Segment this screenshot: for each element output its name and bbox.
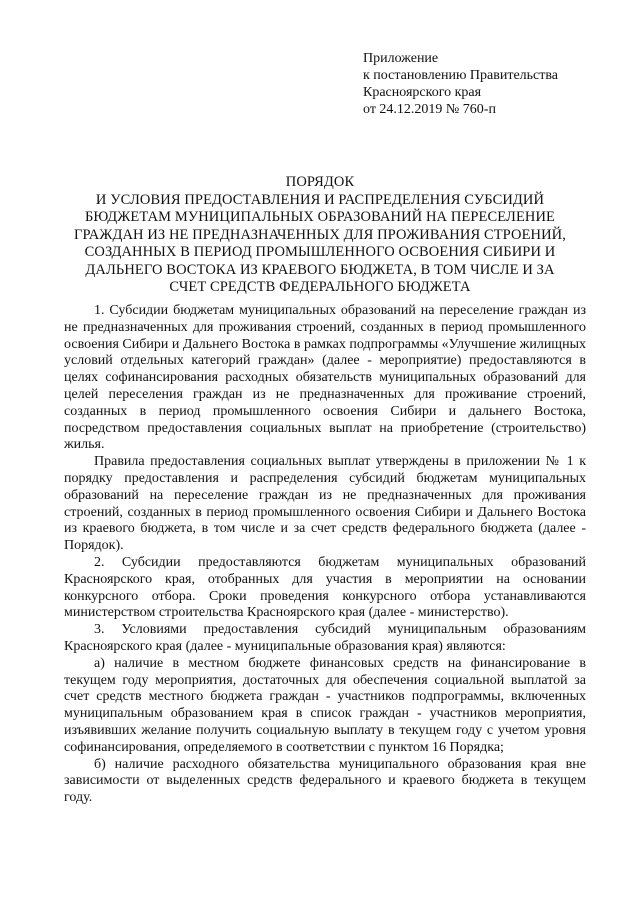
title-line: ГРАЖДАН ИЗ НЕ ПРЕДНАЗНАЧЕННЫХ ДЛЯ ПРОЖИВАНИЯ СТРОЕНИЙ,	[74, 226, 566, 243]
paragraph-4: 3. Условиями предоставления субсидий муниципальным образованиям Красноярского края (далее - муниципальные образования края) являются:	[64, 622, 586, 654]
subitem-b: б) наличие расходного обязательства муниципального образования края вне зависимости от выделенных средств федерального и краевого бюджета в текущем году.	[64, 756, 586, 806]
paragraph-2: Правила предоставления социальных выплат утверждены в приложении № 1 к порядку предоставления и распределения субсидий бюджетам муниципальных образований на переселение граждан из не предназначенных для проживания строений, созданных в период промышленного освоения Сибири и Дальнего Востока из краевого бюджета, в том числе и за счет средств федерального бюджета (далее - Порядок).	[64, 454, 586, 554]
title-line: СЧЕТ СРЕДСТВ ФЕДЕРАЛЬНОГО БЮДЖЕТА	[169, 279, 471, 295]
appendix-line: Приложение	[363, 51, 439, 66]
title-line: ПОРЯДОК	[285, 174, 355, 190]
title-line: ДАЛЬНЕГО ВОСТОКА ИЗ КРАЕВОГО БЮДЖЕТА, В ТОМ ЧИСЛЕ И ЗА	[85, 261, 555, 278]
title-line: СОЗДАННЫХ В ПЕРИОД ПРОМЫШЛЕННОГО ОСВОЕНИЯ СИБИРИ И	[84, 244, 556, 260]
subitem-a: а) наличие в местном бюджете финансовых средств на финансирование в текущем году мероприятия, достаточных для обеспечения социальной выплатой за счет средств местного бюджета граждан - участников подпрограммы, включенных муниципальным образованием края в список граждан - участников мероприятия, изъявивших желание получить социальную выплату в текущем году с учетом уровня софинансирования, определяемого в соответствии с пунктом 16 Порядка;	[64, 655, 586, 755]
appendix-line: к постановлению Правительства	[363, 68, 559, 83]
appendix-line: от 24.12.2019 № 760-п	[363, 102, 496, 117]
document-title	[60, 174, 580, 297]
title-line: БЮДЖЕТАМ МУНИЦИПАЛЬНЫХ ОБРАЗОВАНИЙ НА ПЕРЕСЕЛЕНИЕ	[84, 209, 556, 225]
paragraph-1: 1. Субсидии бюджетам муниципальных образований на переселение граждан из не предназначенных для проживания строений, созданных в период промышленного освоения Сибири и Дальнего Востока в рамках подпрограммы «Улучшение жилищных условий отдельных категорий граждан» (далее - мероприятие) предоставляются в целях софинансирования расходных обязательств муниципальных образований для целей переселения граждан из не предназначенных для проживание строений, созданных в период промышленного освоения Сибири и дальнего Востока, посредством предоставления социальных выплат на приобретение (строительство) жилья.	[64, 303, 586, 453]
paragraph-3: 2. Субсидии предоставляются бюджетам муниципальных образований Красноярского края, отобранных для участия в мероприятии на основании конкурсного отбора. Сроки проведения конкурсного отбора устанавливаются министерством строительства Красноярского края (далее - министерство).	[64, 554, 586, 621]
appendix-line: Красноярского края	[363, 85, 482, 100]
appendix-header	[363, 50, 558, 118]
title-line: И УСЛОВИЯ ПРЕДОСТАВЛЕНИЯ И РАСПРЕДЕЛЕНИЯ СУБСИДИЙ	[95, 191, 545, 208]
document-body	[64, 303, 586, 807]
